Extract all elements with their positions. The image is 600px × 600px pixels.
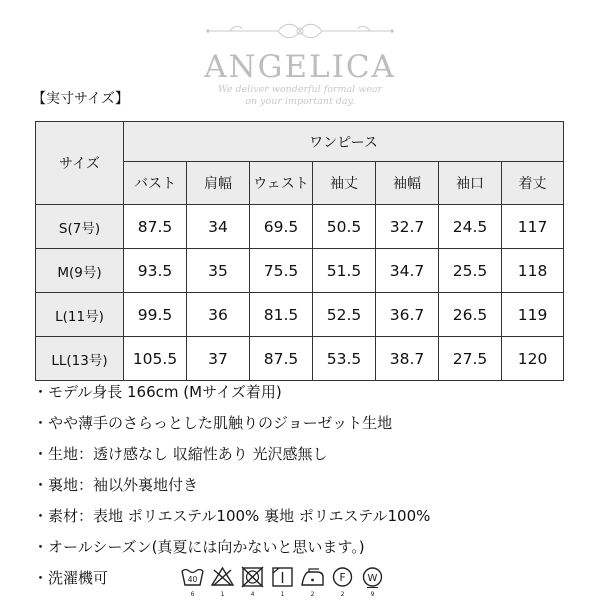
section-title: 【実寸サイズ】	[32, 91, 129, 107]
row-header: S(7号)	[36, 205, 124, 249]
table-cell: 99.5	[124, 293, 187, 337]
column-header: 肩幅	[187, 162, 250, 205]
table-cell: 51.5	[313, 249, 376, 293]
note-washable: ・洗濯機可	[33, 569, 109, 587]
dry-clean-letter: F	[339, 571, 346, 584]
table-cell: 36	[187, 293, 250, 337]
group-header: ワンピース	[124, 122, 564, 162]
note-material: ・素材：表地 ポリエステル100% 裏地 ポリエステル100%	[33, 507, 431, 525]
note-fabric-properties: ・生地：透け感なし 収縮性あり 光沢感無し	[33, 445, 328, 463]
table-cell: 36.7	[376, 293, 439, 337]
no-tumble-dry-icon	[240, 565, 265, 599]
brand-logo	[190, 18, 410, 108]
care-code: 9	[370, 591, 375, 598]
care-code: 2	[310, 591, 315, 598]
table-cell: 26.5	[439, 293, 502, 337]
table-cell: 35	[187, 249, 250, 293]
table-row	[36, 293, 564, 337]
table-cell: 119	[502, 293, 564, 337]
table-cell: 93.5	[124, 249, 187, 293]
table-cell: 117	[502, 205, 564, 249]
table-cell: 69.5	[250, 205, 313, 249]
care-label-icons	[180, 565, 385, 599]
table-cell: 87.5	[250, 337, 313, 381]
size-column-header: サイズ	[36, 122, 124, 205]
table-cell: 120	[502, 337, 564, 381]
table-cell: 87.5	[124, 205, 187, 249]
care-code: 1	[280, 591, 285, 598]
table-cell: 34.7	[376, 249, 439, 293]
wet-clean-w-icon	[360, 565, 385, 599]
table-cell: 52.5	[313, 293, 376, 337]
table-cell: 34	[187, 205, 250, 249]
column-header: 袖口	[439, 162, 502, 205]
column-header: 袖丈	[313, 162, 376, 205]
table-cell: 32.7	[376, 205, 439, 249]
column-header: 着丈	[502, 162, 564, 205]
note-fabric-feel: ・やや薄手のさらっとした肌触りのジョーゼット生地	[33, 414, 393, 432]
brand-name: ANGELICA	[204, 49, 396, 85]
table-row	[36, 205, 564, 249]
table-cell: 105.5	[124, 337, 187, 381]
product-notes	[33, 377, 583, 594]
brand-tagline-1: We deliver wonderful formal wear	[217, 84, 383, 95]
column-header: 袖幅	[376, 162, 439, 205]
table-cell: 50.5	[313, 205, 376, 249]
care-code: 6	[190, 591, 195, 598]
care-code: 2	[340, 591, 345, 598]
note-model-height: ・モデル身長 166cm (Mサイズ着用)	[33, 383, 282, 401]
table-cell: 27.5	[439, 337, 502, 381]
column-header: ウェスト	[250, 162, 313, 205]
row-header: LL(13号)	[36, 337, 124, 381]
row-header: M(9号)	[36, 249, 124, 293]
care-code: 4	[250, 591, 255, 598]
note-lining: ・裏地：袖以外裏地付き	[33, 476, 199, 494]
table-cell: 53.5	[313, 337, 376, 381]
table-cell: 25.5	[439, 249, 502, 293]
wash-temp-label: 40	[187, 575, 198, 584]
table-cell: 38.7	[376, 337, 439, 381]
table-row	[36, 249, 564, 293]
table-cell: 75.5	[250, 249, 313, 293]
table-cell: 81.5	[250, 293, 313, 337]
ornament-icon	[190, 18, 410, 44]
no-bleach-icon	[210, 565, 235, 599]
table-cell: 24.5	[439, 205, 502, 249]
column-header: バスト	[124, 162, 187, 205]
wash-40-icon	[180, 565, 205, 599]
brand-tagline-2: on your important day.	[245, 96, 355, 107]
size-table	[35, 121, 564, 381]
row-header: L(11号)	[36, 293, 124, 337]
table-cell: 37	[187, 337, 250, 381]
iron-icon	[300, 565, 325, 599]
line-dry-icon	[270, 565, 295, 599]
care-code: 1	[220, 591, 225, 598]
table-cell: 118	[502, 249, 564, 293]
wet-clean-letter: W	[367, 573, 378, 584]
note-season: ・オールシーズン(真夏には向かないと思います。)	[33, 538, 365, 556]
table-row	[36, 337, 564, 381]
dry-clean-f-icon	[330, 565, 355, 599]
